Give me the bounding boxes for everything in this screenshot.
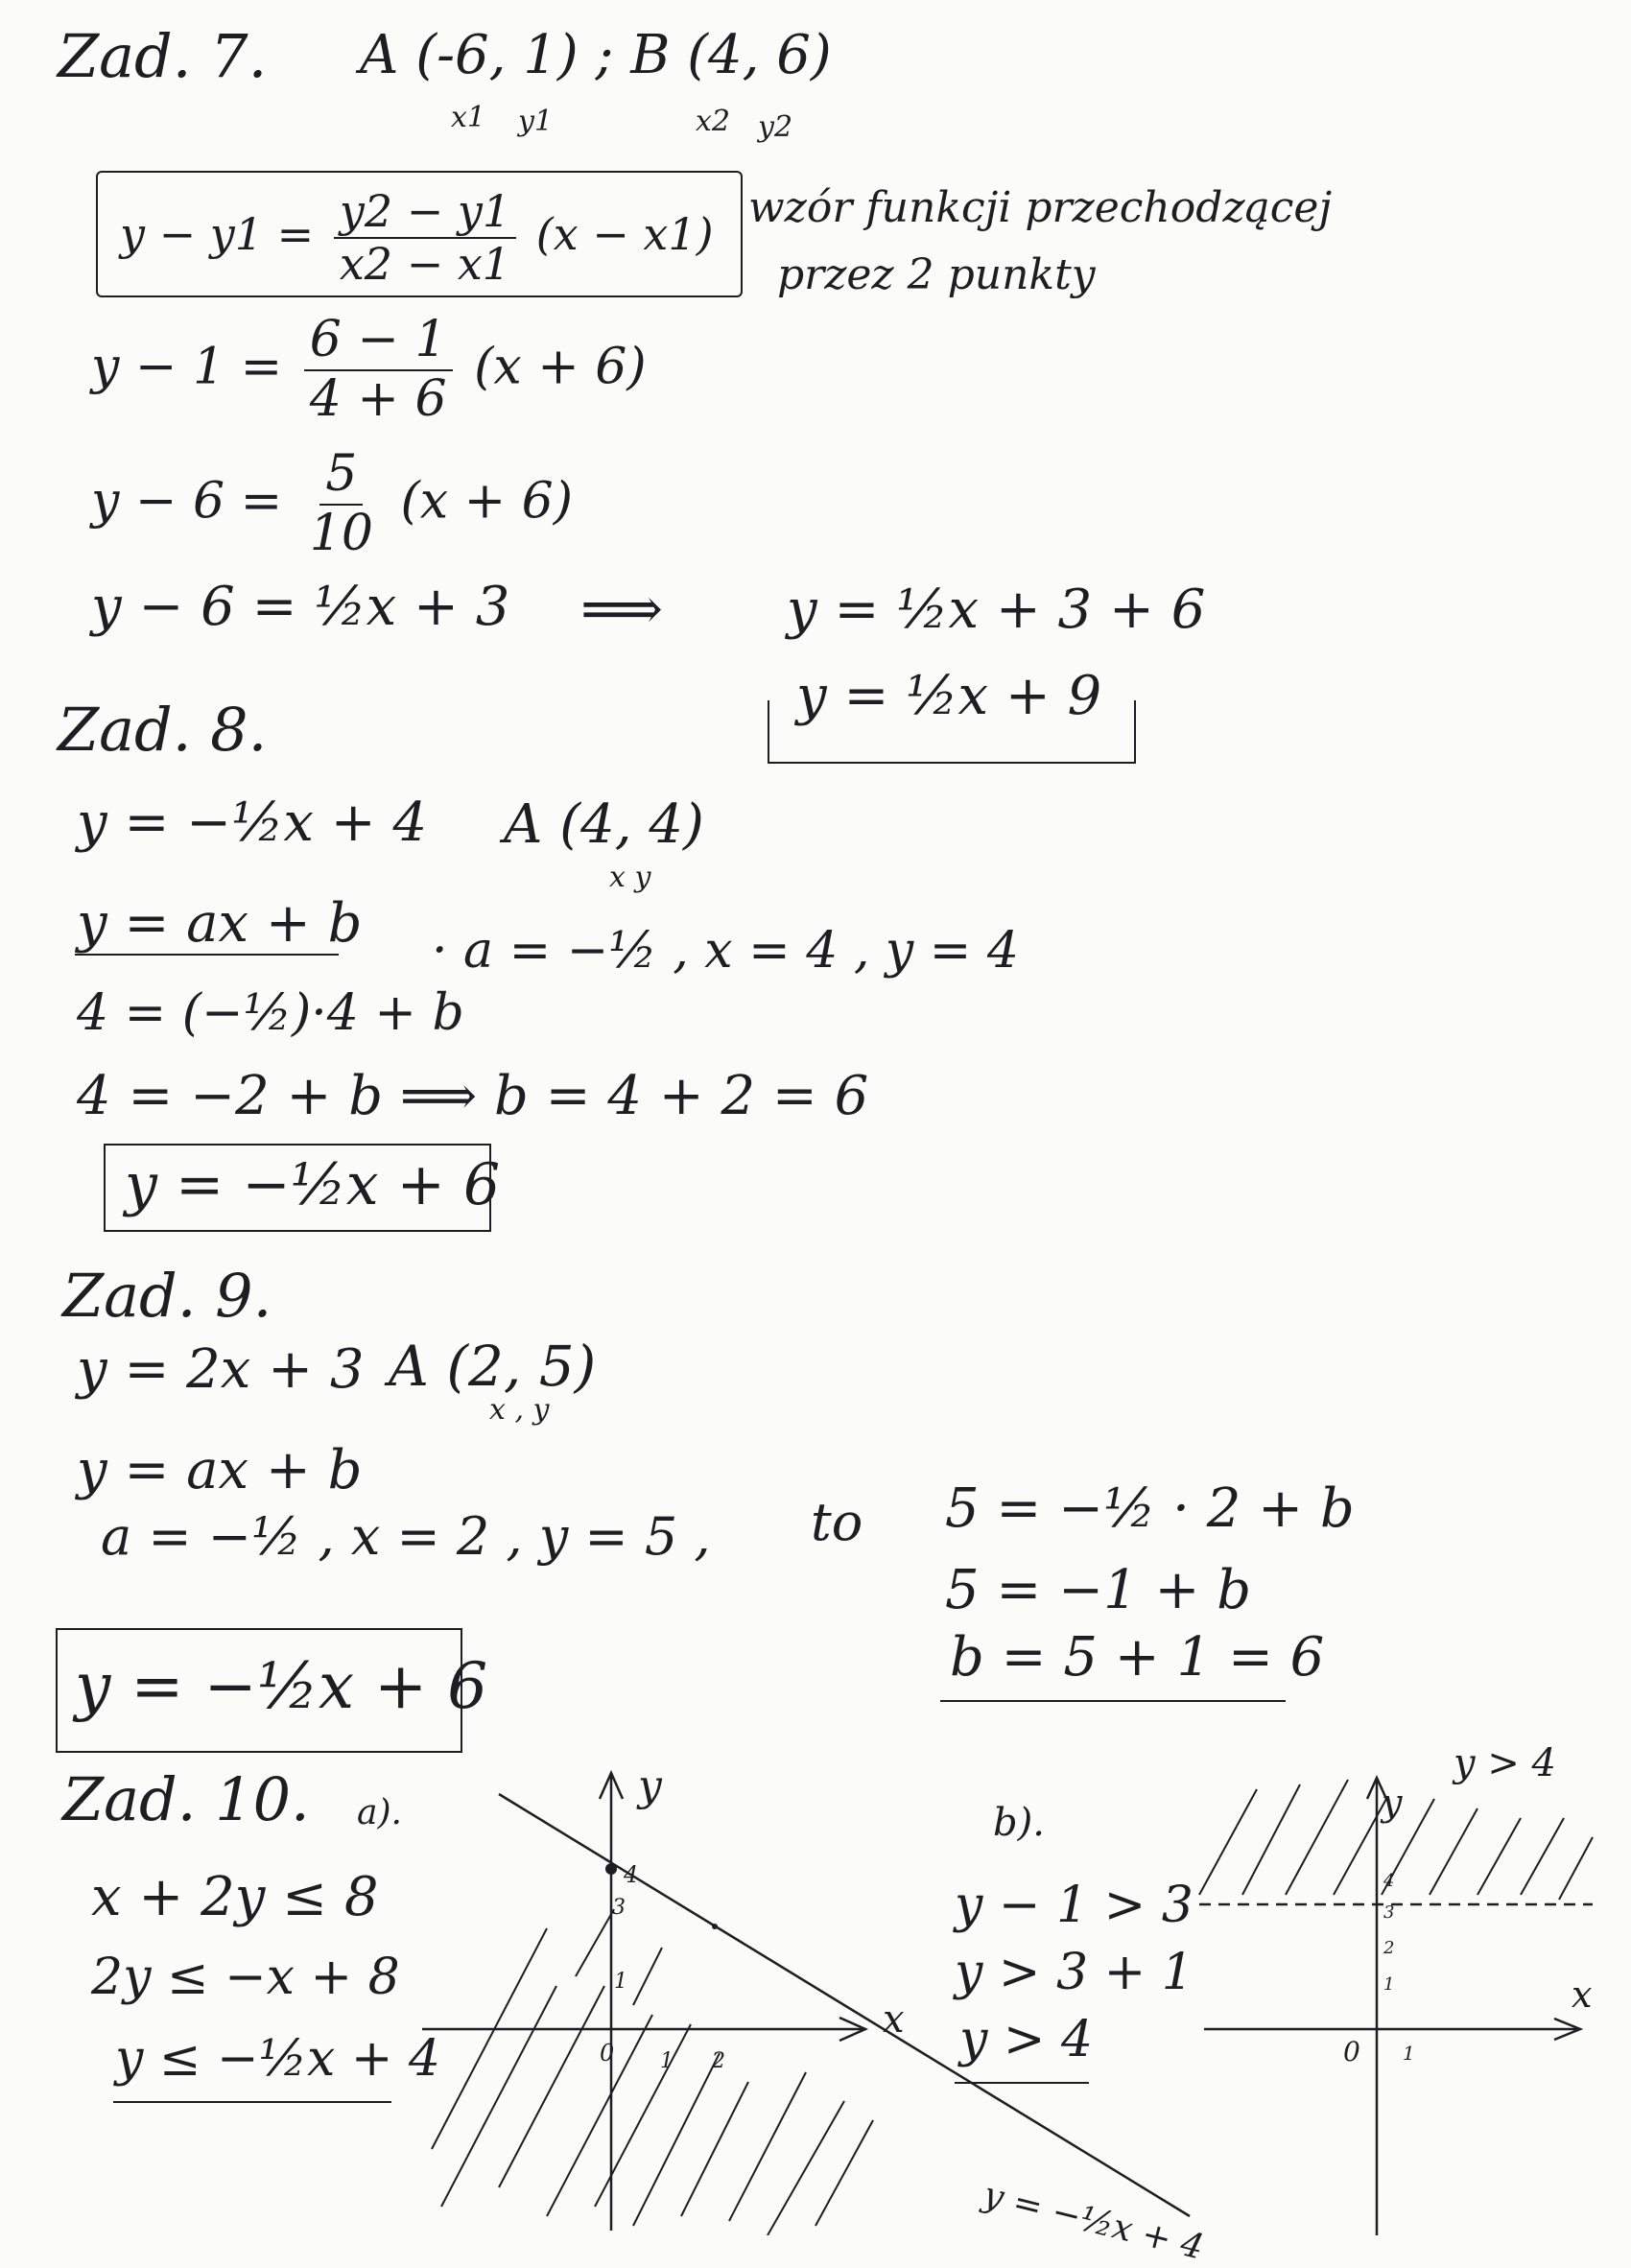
- step2-fraction: [304, 446, 379, 563]
- formula-denominator: x2 − x1: [339, 237, 511, 290]
- zad9-point-labels: x , y: [489, 1393, 550, 1427]
- zad9-calc3: b = 5 + 1 = 6: [950, 1626, 1325, 1689]
- formula-lhs: y − y1 =: [120, 207, 315, 260]
- zad7-heading: Zad. 7.: [58, 21, 268, 91]
- zad10-a-line2: 2y ≤ −x + 8: [91, 1949, 400, 2006]
- implies-arrow: ⟹: [580, 576, 664, 643]
- graph-b-x-label: x: [1572, 1973, 1593, 2016]
- zad9-calc2: 5 = −1 + b: [945, 1559, 1252, 1621]
- zad9-to: to: [811, 1492, 863, 1552]
- zad7-x2-label: x2: [696, 105, 731, 138]
- zad9-general: y = ax + b: [77, 1439, 363, 1501]
- zad8-point: A (4, 4): [504, 793, 704, 856]
- graph-a-y-label: y: [638, 1761, 662, 1810]
- zad10-b-line3: y > 4: [959, 2011, 1094, 2068]
- zad9-answer: y = −½x + 6: [75, 1649, 488, 1723]
- zad7-formula: [120, 186, 714, 290]
- zad10-a-underline: [113, 2101, 391, 2103]
- zad10-a-line3: y ≤ −½x + 4: [115, 2030, 441, 2088]
- graph-a-tick-y3: 3: [612, 1896, 626, 1920]
- zad8-params: · a = −½ , x = 4 , y = 4: [432, 922, 1019, 980]
- zad10-b-line2: y > 3 + 1: [955, 1944, 1194, 2001]
- zad9-calc-underline: [940, 1700, 1286, 1702]
- zad9-calc1: 5 = −½ · 2 + b: [945, 1477, 1355, 1540]
- graph-a-tick-x2: 2: [712, 2049, 725, 2073]
- zad8-point-labels: x y: [609, 861, 651, 894]
- zad10-b-underline: [955, 2082, 1089, 2084]
- zad8-heading: Zad. 8.: [58, 695, 268, 765]
- step2-denominator: 10: [309, 504, 373, 562]
- zad10-part-b: b).: [993, 1801, 1045, 1845]
- step1-lhs: y − 1 =: [91, 338, 283, 396]
- step1-denominator: 4 + 6: [309, 369, 447, 428]
- zad10-heading: Zad. 10.: [62, 1764, 310, 1834]
- graph-b-tick-y3: 3: [1383, 1902, 1395, 1923]
- zad9-given: y = 2x + 3: [77, 1338, 365, 1401]
- step1-numerator: 6 − 1: [304, 312, 453, 371]
- graph-b-region-label: y > 4: [1454, 1741, 1556, 1785]
- zad7-answer-bracket: [768, 700, 1136, 764]
- zad7-result1: y = ½x + 3 + 6: [787, 579, 1206, 641]
- formula-rhs: (x − x1): [535, 207, 714, 260]
- zad8-step2: 4 = −2 + b ⟹ b = 4 + 2 = 6: [77, 1065, 869, 1127]
- graph-b-origin: 0: [1343, 2036, 1360, 2067]
- zad7-step3: y − 6 = ½x + 3: [91, 576, 510, 638]
- zad8-answer: y = −½x + 6: [125, 1151, 501, 1218]
- zad7-result2: y = ½x + 9: [796, 665, 1102, 727]
- step1-fraction: [304, 312, 453, 429]
- zad8-general-underline: [75, 954, 339, 956]
- zad10-b-line1: y − 1 > 3: [955, 1877, 1194, 1934]
- zad10-a-line1: x + 2y ≤ 8: [91, 1866, 379, 1928]
- graph-b-tick-y4: 4: [1383, 1871, 1395, 1891]
- zad9-heading: Zad. 9.: [62, 1261, 272, 1331]
- zad7-x1-label: x1: [451, 101, 486, 134]
- zad7-step2: [91, 446, 573, 563]
- graph-a-axes: [422, 1773, 865, 2231]
- graph-a-tick-x1: 1: [660, 2049, 674, 2073]
- graph-a-x-label: x: [883, 1997, 905, 2042]
- graph-a-hatching: [432, 1909, 873, 2235]
- graph-a-tick-y4: 4: [624, 1861, 639, 1888]
- zad8-general: y = ax + b: [77, 892, 363, 955]
- formula-note-line2: przez 2 punkty: [777, 250, 1096, 299]
- graph-b-axes: [1204, 1778, 1580, 2235]
- formula-fraction: [334, 186, 516, 290]
- step2-lhs: y − 6 =: [91, 472, 283, 531]
- graph-a-point: [712, 1924, 718, 1929]
- graph-a-line-label: y = −½x + 4: [979, 2175, 1208, 2268]
- graph-b-tick-y2: 2: [1383, 1938, 1395, 1958]
- zad10-part-a: a).: [357, 1793, 402, 1832]
- zad7-y2-label: y2: [758, 110, 793, 144]
- zad7-y1-label: y1: [518, 105, 554, 138]
- graph-a-origin: 0: [600, 2040, 615, 2067]
- graph-a-line: [499, 1794, 1190, 2216]
- graph-b-tick-x1: 1: [1403, 2042, 1415, 2065]
- formula-numerator: y2 − y1: [334, 186, 516, 239]
- zad8-step1: 4 = (−½)·4 + b: [77, 984, 464, 1042]
- graph-a-tick-y1: 1: [614, 1970, 627, 1994]
- zad7-step1: [91, 312, 647, 429]
- graph-b-tick-y1: 1: [1383, 1974, 1395, 1995]
- zad9-point: A (2, 5): [389, 1334, 597, 1399]
- zad7-points: A (-6, 1) ; B (4, 6): [360, 24, 832, 86]
- formula-note-line1: wzór funkcji przechodzącej: [748, 183, 1333, 232]
- step1-rhs: (x + 6): [474, 338, 647, 396]
- graph-b-y-label: y: [1382, 1782, 1403, 1824]
- zad9-params: a = −½ , x = 2 , y = 5 ,: [101, 1506, 711, 1567]
- step2-numerator: 5: [319, 446, 363, 506]
- step2-rhs: (x + 6): [400, 472, 574, 531]
- zad8-given: y = −½x + 4: [77, 791, 428, 854]
- graph-a-intercept-point: [605, 1863, 617, 1875]
